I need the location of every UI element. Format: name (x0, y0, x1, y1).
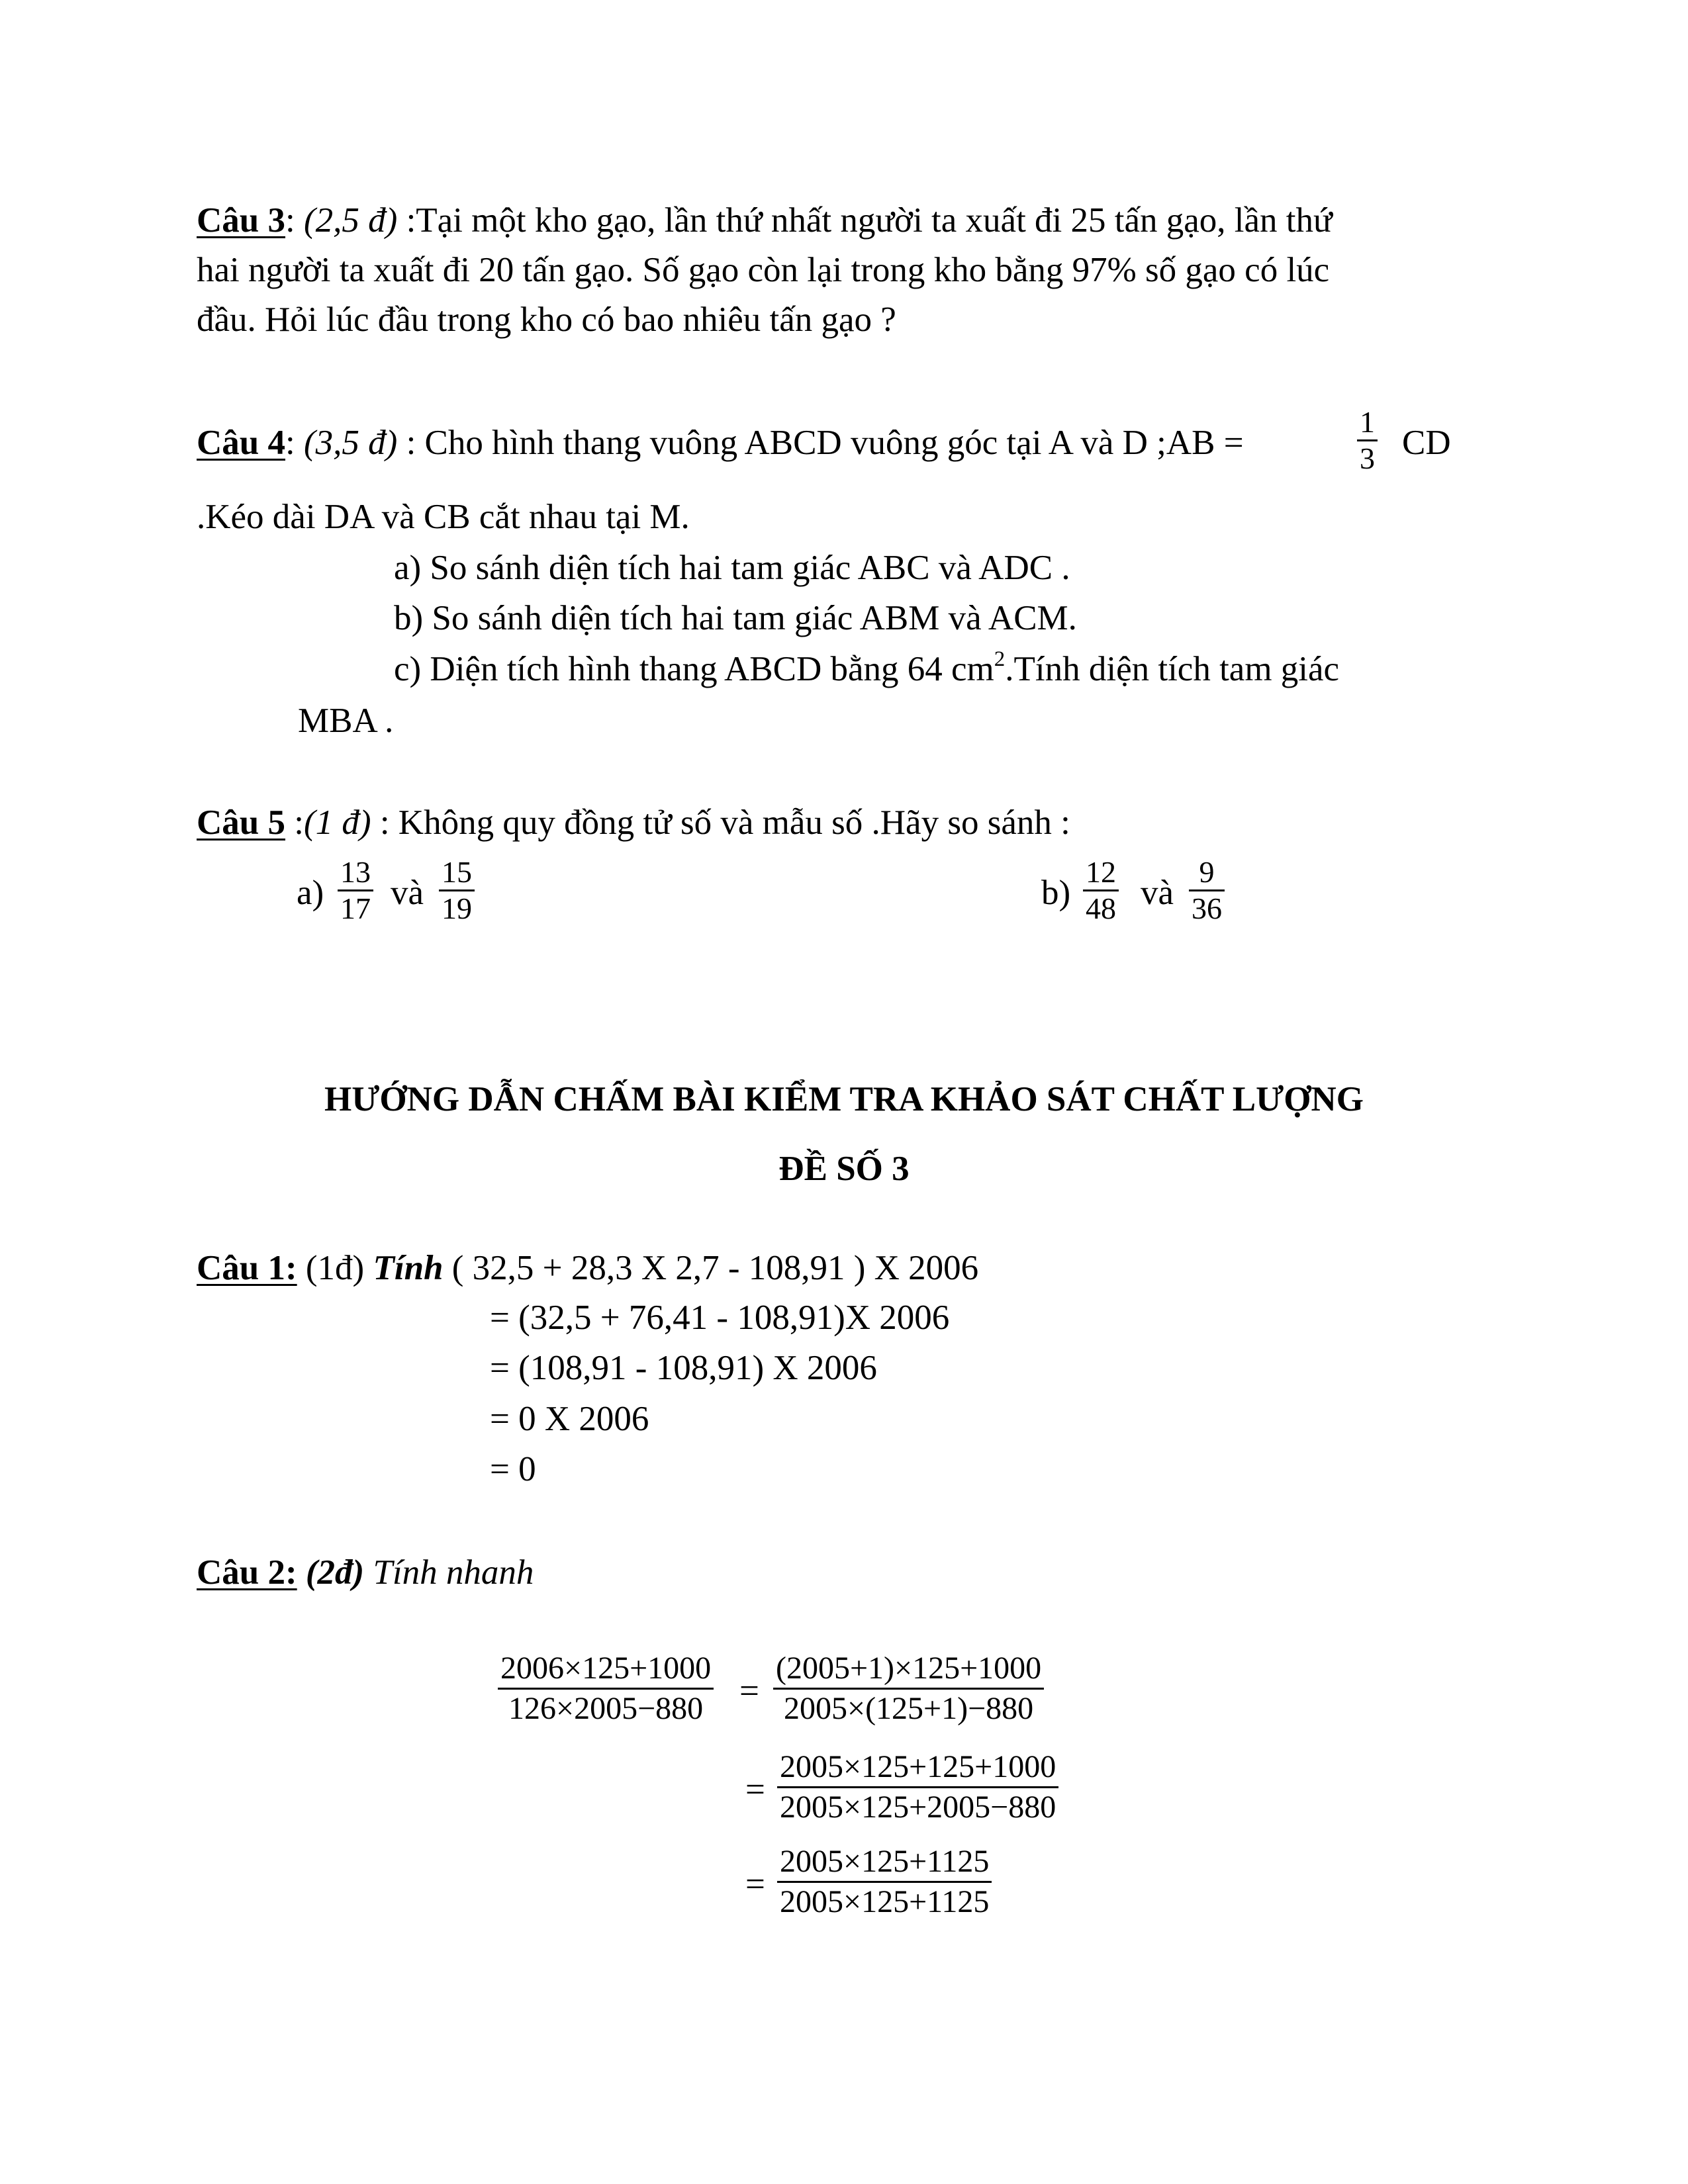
q5-a-frac2-num: 15 (439, 855, 475, 891)
a1-label: Câu 1: (197, 1249, 297, 1287)
q4-text-1: : Cho hình thang vuông ABCD vuông góc tại A và D ;AB = (397, 424, 1244, 462)
q5-a-va: và (391, 874, 424, 912)
a1-points: (1đ) (305, 1249, 365, 1287)
a2-eq3: = (745, 1865, 765, 1903)
q4-item-a: a) So sánh diện tích hai tam giác ABC và ADC . (394, 549, 1070, 587)
guide-title: HƯỚNG DẪN CHẤM BÀI KIỂM TRA KHẢO SÁT CHẤT LƯỢNG (324, 1080, 1364, 1118)
q5-a-label: a) (297, 874, 324, 912)
a2-frac3-den: 2005×125+1125 (780, 1884, 990, 1919)
q5-a-frac2-den: 19 (442, 891, 472, 925)
q3-text-1: :Tại một kho gạo, lần thứ nhất người ta xuất đi 25 tấn gạo, lần thứ (397, 201, 1333, 240)
q3-line3: đầu. Hỏi lúc đầu trong kho có bao nhiêu tấn gạo ? (197, 300, 896, 339)
q3-label: Câu 3 (197, 201, 286, 240)
a2-title: Tính nhanh (373, 1553, 534, 1592)
a2-frac0-num: 2006×125+1000 (498, 1649, 714, 1690)
q5-a-frac1-num: 13 (338, 855, 373, 891)
q4-points: (3,5 đ) (304, 424, 398, 462)
guide-subtitle: ĐỀ SỐ 3 (778, 1150, 910, 1188)
q5-label: Câu 5 (197, 803, 286, 842)
a2-frac2 (777, 1748, 1058, 1827)
q3-line1: Câu 3: (2,5 đ) :Tại một kho gạo, lần thứ nhất người ta xuất đi 25 tấn gạo, lần thứ (197, 201, 1333, 240)
a1-step2: = (108,91 - 108,91) X 2006 (490, 1349, 877, 1387)
a2-frac3-num: 2005×125+1125 (777, 1843, 992, 1883)
q3-points: (2,5 đ) (304, 201, 398, 240)
q4-item-b: b) So sánh diện tích hai tam giác ABM và ACM. (394, 599, 1077, 637)
q4-fraction-num: 1 (1357, 405, 1378, 441)
q5-a-frac1-den: 17 (340, 891, 371, 925)
a2-frac0 (498, 1649, 714, 1728)
q4-item-c-line2: MBA . (298, 702, 394, 740)
q5-b-frac2-den: 36 (1192, 891, 1222, 925)
q4-fraction (1357, 405, 1378, 476)
q5-b-frac1-num: 12 (1083, 855, 1119, 891)
q5-line: Câu 5 :(1 đ) : Không quy đồng tử số và mẫu số .Hãy so sánh : (197, 803, 1070, 842)
q4-line1: Câu 4: (3,5 đ) : Cho hình thang vuông ABCD vuông góc tại A và D ;AB = (197, 424, 1244, 462)
q5-b-frac2 (1189, 855, 1225, 926)
q5-a-frac1 (338, 855, 373, 926)
q5-b-va: và (1141, 874, 1174, 912)
q4-line1-end: CD (1402, 424, 1451, 462)
q4-label: Câu 4 (197, 424, 286, 462)
q5-a-frac2 (439, 855, 475, 926)
q4-item-c-post: .Tính diện tích tam giác (1005, 650, 1340, 688)
a2-line (197, 1552, 534, 1593)
a2-points: (2đ) (305, 1553, 365, 1592)
q4-item-c-sup: 2 (994, 647, 1006, 671)
q4-item-c (394, 649, 1339, 690)
q4-item-c-pre: c) Diện tích hình thang ABCD bằng 64 cm (394, 650, 994, 688)
a2-frac1-den: 2005×(125+1)−880 (784, 1691, 1034, 1726)
a2-label: Câu 2: (197, 1553, 297, 1592)
a1-step1: = (32,5 + 76,41 - 108,91)X 2006 (490, 1298, 950, 1337)
a1-step4: = 0 (490, 1450, 536, 1488)
q4-line2: .Kéo dài DA và CB cắt nhau tại M. (197, 498, 690, 536)
a2-frac2-den: 2005×125+2005−880 (780, 1790, 1056, 1825)
q4-fraction-den: 3 (1360, 441, 1375, 475)
a2-eq1: = (739, 1672, 759, 1710)
a2-frac1-num: (2005+1)×125+1000 (773, 1649, 1044, 1690)
a2-frac3 (777, 1843, 992, 1921)
a1-line (197, 1248, 978, 1289)
q5-points: (1 đ) (304, 803, 371, 842)
a2-frac0-den: 126×2005−880 (508, 1691, 704, 1726)
a2-frac1 (773, 1649, 1044, 1728)
a1-tinh: Tính (373, 1249, 444, 1287)
q5-b-frac1-den: 48 (1086, 891, 1116, 925)
a1-expr: ( 32,5 + 28,3 X 2,7 - 108,91 ) X 2006 (443, 1249, 979, 1287)
q5-b-label: b) (1041, 874, 1071, 912)
q3-line2: hai người ta xuất đi 20 tấn gạo. Số gạo còn lại trong kho bằng 97% số gạo có lúc (197, 251, 1330, 289)
a2-frac2-num: 2005×125+125+1000 (777, 1748, 1058, 1788)
q5-text: : Không quy đồng tử số và mẫu số .Hãy so sánh : (371, 803, 1070, 842)
q5-b-frac2-num: 9 (1189, 855, 1225, 891)
a2-eq2: = (745, 1770, 765, 1809)
a1-step3: = 0 X 2006 (490, 1400, 649, 1438)
q5-b-frac1 (1083, 855, 1119, 926)
